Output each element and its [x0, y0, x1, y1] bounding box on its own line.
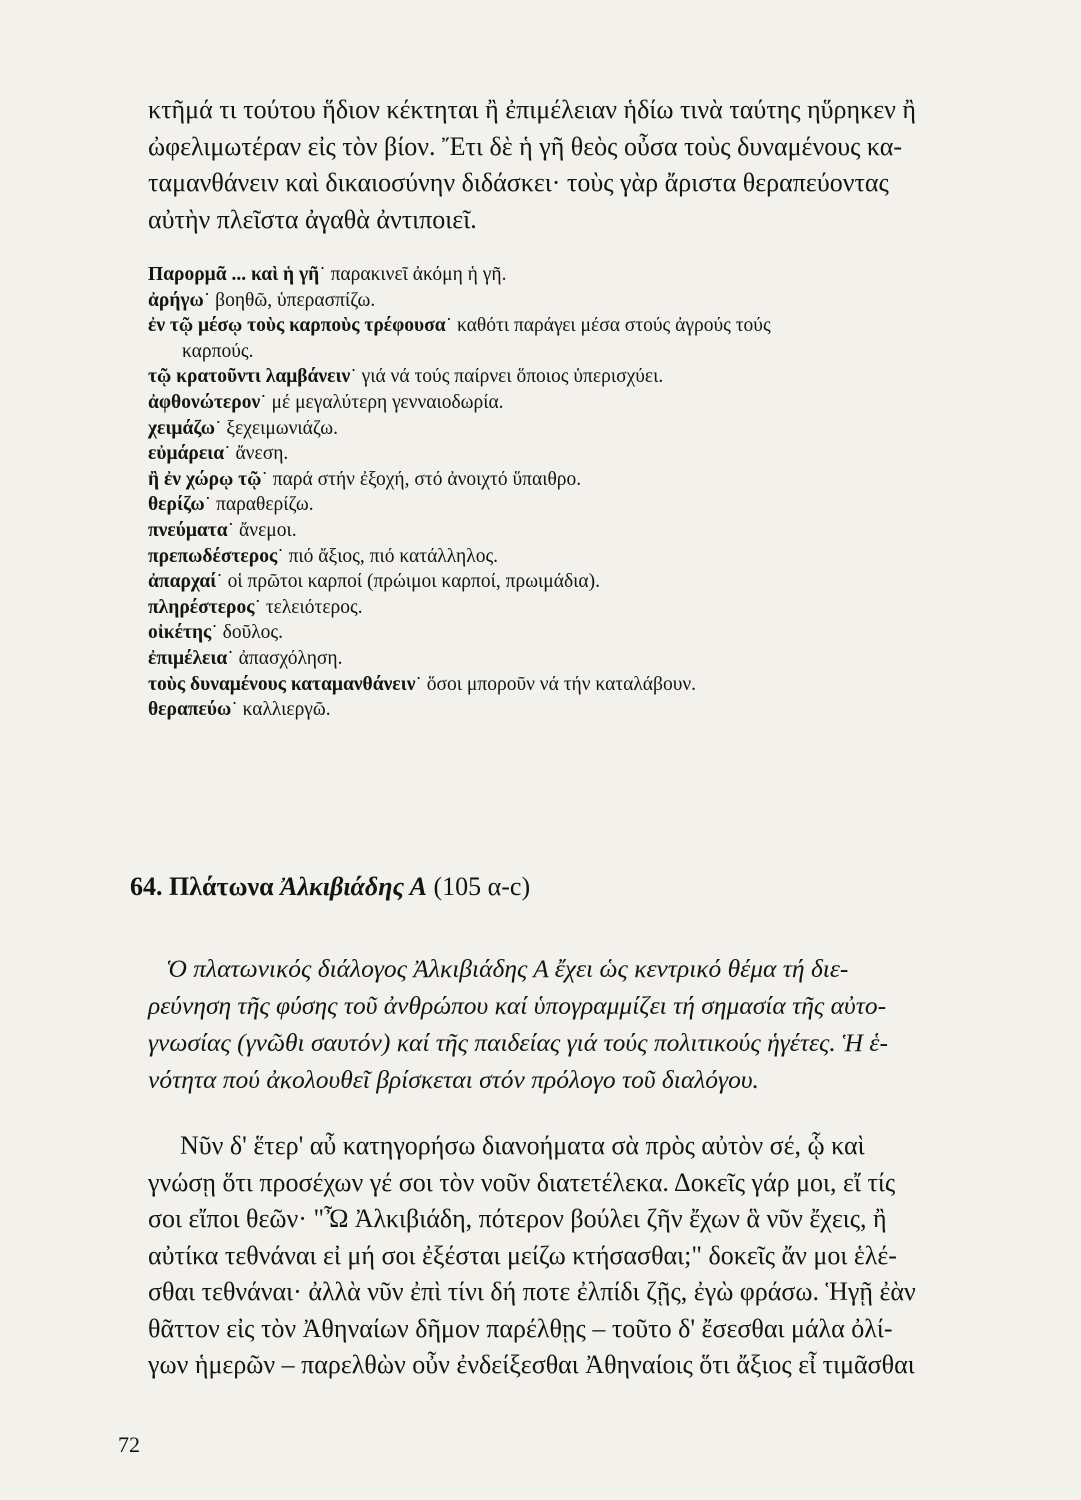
glossary-entry: πληρέστερος˙ τελειότερος.: [148, 596, 363, 618]
intro-line: νότητα πού ἀκολουθεῖ βρίσκεται στόν πρόλογο τοῦ διαλόγου.: [148, 1065, 759, 1094]
glossary-definition: ἄνεμοι.: [234, 519, 297, 541]
glossary-term: εὐμάρεια: [148, 443, 225, 465]
top-paragraph: [148, 92, 1026, 238]
text-line: αὐτίκα τεθνάναι εἰ μή σοι ἐξέσται μείζω κτήσασθαι;" δοκεῖς ἄν μοι ἑλέ-: [148, 1240, 897, 1270]
text-line: σθαι τεθνάναι· ἀλλὰ νῦν ἐπὶ τίνι δή ποτε ἐλπίδι ζῇς, ἐγὼ φράσω. Ἡγῇ ἐὰν: [148, 1277, 916, 1306]
glossary-term: ἢ ἐν χώρῳ τῷ: [148, 468, 262, 490]
top-paragraph-line: αὐτὴν πλεῖστα ἀγαθὰ ἀντιποιεῖ.: [148, 204, 477, 234]
glossary-term: ἐν τῷ μέσῳ τοὺς καρποὺς τρέφουσα: [148, 315, 446, 337]
glossary-term: τῷ κρατοῦντι λαμβάνειν: [148, 366, 351, 388]
text-line: γων ἡμερῶν – παρελθὼν οὖν ἐνδείξεσθαι Ἀθηναίοις ὅτι ἄξιος εἶ τιμᾶσθαι: [148, 1350, 915, 1379]
glossary-definition: καρπούς.: [182, 340, 254, 362]
glossary-term: τοὺς δυναμένους καταμανθάνειν: [148, 673, 416, 695]
glossary-entry: εὐμάρεια˙ ἄνεση.: [148, 443, 289, 465]
section-heading: [130, 872, 530, 902]
glossary-definition: ξεχειμωνιάζω.: [221, 417, 338, 439]
text-line: γνώσῃ ὅτι προσέχων γέ σοι τὸν νοῦν διατετέλεκα. Δοκεῖς γάρ μοι, εἴ τίς: [148, 1167, 896, 1197]
section-author: Πλάτωνα: [169, 872, 274, 901]
glossary-term: θεραπεύω: [148, 699, 232, 721]
glossary-term: Παρορμᾶ ... καὶ ἡ γῆ: [148, 264, 320, 285]
greek-text: [148, 1128, 1026, 1384]
glossary-definition: καθότι παράγει μέσα στούς ἀγρούς τούς: [452, 315, 771, 337]
section-reference: (105 α-c): [433, 872, 531, 901]
glossary-entry: ἀρήγω˙ βοηθῶ, ὑπερασπίζω.: [148, 289, 376, 311]
glossary-definition: ἄνεση.: [230, 443, 289, 465]
glossary-definition: οἱ πρῶτοι καρποί (πρώιμοι καρποί, πρωιμάδια).: [222, 571, 600, 593]
glossary-entry: πρεπωδέστερος˙ πιό ἄξιος, πιό κατάλληλος.: [148, 545, 499, 567]
glossary-definition: παρά στήν ἐξοχή, στό ἀνοιχτό ὕπαιθρο.: [267, 468, 582, 490]
glossary-entry: οἰκέτης˙ δοῦλος.: [148, 622, 284, 644]
page-number: 72: [118, 1432, 140, 1457]
glossary-entry-continuation: [148, 339, 1028, 365]
glossary-entry: τῷ κρατοῦντι λαμβάνειν˙ γιά νά τούς παίρνει ὅποιος ὑπερισχύει.: [148, 366, 664, 388]
section-work-title: Ἀλκιβιάδης Α: [280, 872, 427, 901]
intro-line: γνωσίας (γνῶθι σαυτόν) καί τῆς παιδείας γιά τούς πολιτικούς ἡγέτες. Ἡ ἑ-: [148, 1028, 888, 1057]
intro-line: ρεύνηση τῆς φύσης τοῦ ἀνθρώπου καί ὑπογραμμίζει τή σημασία τῆς αὐτο-: [148, 991, 887, 1020]
glossary-definition: πιό ἄξιος, πιό κατάλληλος.: [283, 545, 499, 567]
glossary-definition: μέ μεγαλύτερη γενναιοδωρία.: [266, 391, 504, 413]
section-number: 64.: [130, 872, 163, 901]
glossary-entry: χειμάζω˙ ξεχειμωνιάζω.: [148, 417, 338, 439]
text-line: Νῦν δ' ἕτερ' αὖ κατηγορήσω διανοήματα σὰ πρὸς αὐτὸν σέ, ᾧ καὶ: [180, 1131, 865, 1160]
glossary-term: πρεπωδέστερος: [148, 545, 278, 567]
glossary-term: ἐπιμέλεια: [148, 647, 228, 669]
glossary-definition: παραθερίζω.: [211, 494, 314, 516]
glossary-entry: τοὺς δυναμένους καταμανθάνειν˙ ὅσοι μποροῦν νά τήν καταλάβουν.: [148, 673, 697, 695]
glossary-entry: ἀφθονώτερον˙ μέ μεγαλύτερη γενναιοδωρία.: [148, 391, 504, 413]
top-paragraph-line: κτῆμά τι τούτου ἥδιον κέκτηται ἢ ἐπιμέλειαν ἡδίω τινὰ ταύτης ηὕρηκεν ἢ: [148, 95, 916, 124]
section-introduction: [148, 950, 1026, 1098]
text-line: σοι εἴποι θεῶν· "Ὦ Ἀλκιβιάδη, πότερον βούλει ζῆν ἔχων ἃ νῦν ἔχεις, ἢ: [148, 1204, 887, 1233]
glossary-term: ἀφθονώτερον: [148, 391, 261, 413]
glossary-definition: ὅσοι μποροῦν νά τήν καταλάβουν.: [421, 673, 697, 695]
glossary-entry: ἐπιμέλεια˙ ἀπασχόληση.: [148, 647, 343, 669]
glossary-definition: παρακινεῖ ἀκόμη ἡ γῆ.: [325, 264, 507, 285]
glossary-definition: βοηθῶ, ὑπερασπίζω.: [210, 289, 376, 311]
glossary-entry: ἢ ἐν χώρῳ τῷ˙ παρά στήν ἐξοχή, στό ἀνοιχτό ὕπαιθρο.: [148, 468, 582, 490]
glossary-term: οἰκέτης: [148, 622, 212, 644]
intro-line: Ὁ πλατωνικός διάλογος Ἀλκιβιάδης Α ἔχει ὡς κεντρικό θέμα τή διε-: [166, 954, 849, 983]
glossary-term: πνεύματα: [148, 519, 228, 541]
top-paragraph-line: ταμανθάνειν καὶ δικαιοσύνην διδάσκει· τοὺς γὰρ ἄριστα θεραπεύοντας: [148, 168, 889, 197]
glossary-entry: θεραπεύω˙ καλλιεργῶ.: [148, 699, 331, 721]
glossary-term: ἀπαρχαί: [148, 571, 217, 593]
glossary-definition: ἀπασχόληση.: [233, 647, 343, 669]
glossary-definition: τελειότερος.: [260, 596, 363, 618]
glossary-entry: ἐν τῷ μέσῳ τοὺς καρποὺς τρέφουσα˙ καθότι παράγει μέσα στούς ἀγρούς τούς: [148, 315, 771, 337]
text-line: θᾶττον εἰς τὸν Ἀθηναίων δῆμον παρέλθῃς – τοῦτο δ' ἔσεσθαι μάλα ὀλί-: [148, 1313, 893, 1343]
glossary-entry: πνεύματα˙ ἄνεμοι.: [148, 519, 297, 541]
glossary-entry: ἀπαρχαί˙ οἱ πρῶτοι καρποί (πρώιμοι καρποί, πρωιμάδια).: [148, 571, 600, 593]
top-paragraph-line: ὠφελιμωτέραν εἰς τὸν βίον. Ἔτι δὲ ἡ γῆ θεὸς οὖσα τοὺς δυναμένους κα-: [148, 131, 903, 161]
glossary-term: χειμάζω: [148, 417, 215, 439]
glossary-definition: γιά νά τούς παίρνει ὅποιος ὑπερισχύει.: [356, 366, 664, 388]
glossary-definition: δοῦλος.: [217, 622, 284, 644]
glossary-term: ἀρήγω: [148, 289, 204, 311]
glossary-entry: Παρορμᾶ ... καὶ ἡ γῆ˙ παρακινεῖ ἀκόμη ἡ γῆ.: [148, 264, 507, 285]
glossary-term: θερίζω: [148, 494, 205, 516]
glossary-term: πληρέστερος: [148, 596, 255, 618]
glossary-entry: θερίζω˙ παραθερίζω.: [148, 494, 314, 516]
glossary-list: [148, 262, 1028, 723]
glossary-definition: καλλιεργῶ.: [237, 699, 331, 721]
